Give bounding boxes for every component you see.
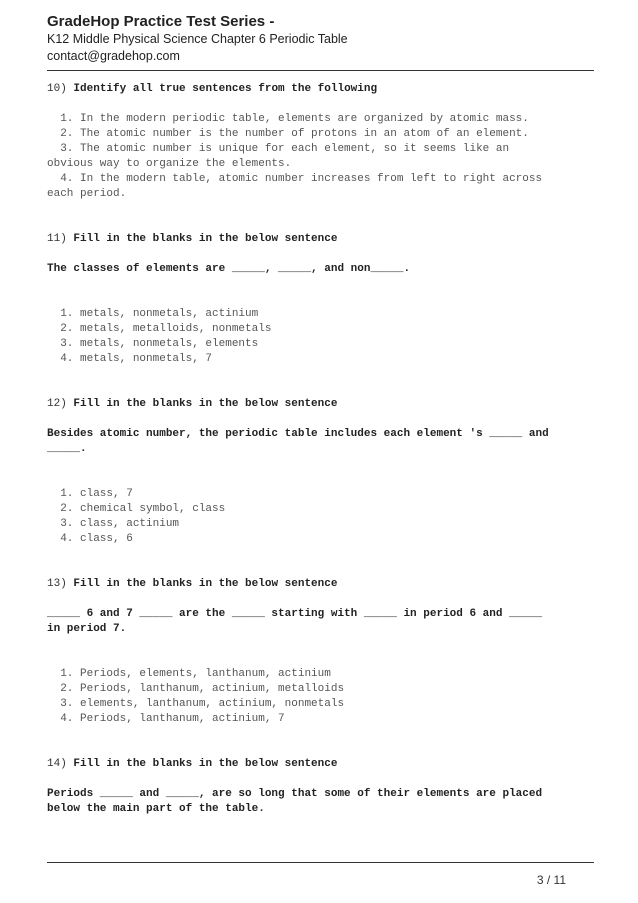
question-title <box>47 397 594 412</box>
page-header <box>47 12 594 65</box>
answer-option: 3. The atomic number is unique for each element, so it seems like an <box>47 143 510 155</box>
question-title <box>47 82 594 97</box>
answer-option: 4. metals, nonmetals, 7 <box>47 353 213 365</box>
question-14 <box>47 757 594 817</box>
header-divider <box>47 70 594 71</box>
question-title <box>47 232 594 247</box>
question-gap <box>47 202 594 232</box>
stem-line: in period 7. <box>47 623 127 635</box>
stem-line: below the main part of the table. <box>47 803 265 815</box>
answer-option: 2. metals, metalloids, nonmetals <box>47 323 272 335</box>
footer-divider <box>47 862 594 863</box>
question-number: 12) <box>47 398 67 410</box>
question-number: 11) <box>47 233 67 245</box>
question-stem <box>47 262 594 277</box>
stem-line: _____ 6 and 7 _____ are the _____ starting with _____ in period 6 and _____ <box>47 608 543 620</box>
answer-option: 1. Periods, elements, lanthanum, actinium <box>47 668 331 680</box>
question-stem <box>47 427 594 457</box>
answer-option: 1. metals, nonmetals, actinium <box>47 308 259 320</box>
spacer <box>47 637 594 667</box>
stem-line: Periods _____ and _____, are so long that some of their elements are placed <box>47 788 543 800</box>
question-11 <box>47 232 594 367</box>
page-number: 3 / 11 <box>536 873 566 887</box>
question-stem <box>47 787 594 817</box>
answer-option: 4. In the modern table, atomic number increases from left to right across <box>47 173 543 185</box>
stem-line: The classes of elements are _____, _____, and non_____. <box>47 263 411 275</box>
question-title <box>47 577 594 592</box>
header-subtitle: K12 Middle Physical Science Chapter 6 Periodic Table <box>47 32 348 46</box>
stem-line: _____. <box>47 443 87 455</box>
question-10 <box>47 82 594 202</box>
question-number: 13) <box>47 578 67 590</box>
answer-option: 4. Periods, lanthanum, actinium, 7 <box>47 713 285 725</box>
question-instruction: Fill in the blanks in the below sentence <box>73 758 338 770</box>
question-13 <box>47 577 594 727</box>
stem-line: Besides atomic number, the periodic table includes each element 's _____ and <box>47 428 549 440</box>
answer-option: 1. class, 7 <box>47 488 133 500</box>
answer-option: 3. elements, lanthanum, actinium, nonmetals <box>47 698 345 710</box>
question-instruction: Fill in the blanks in the below sentence <box>73 578 338 590</box>
question-stem <box>47 607 594 637</box>
questions-container <box>47 82 594 817</box>
question-title <box>47 757 594 772</box>
answer-option: each period. <box>47 188 127 200</box>
spacer <box>47 97 594 112</box>
answer-option: 4. class, 6 <box>47 533 133 545</box>
answer-option: 3. metals, nonmetals, elements <box>47 338 259 350</box>
question-instruction: Fill in the blanks in the below sentence <box>73 398 338 410</box>
answer-option: 2. Periods, lanthanum, actinium, metalloids <box>47 683 345 695</box>
question-gap <box>47 547 594 577</box>
answer-option: 2. The atomic number is the number of protons in an atom of an element. <box>47 128 529 140</box>
question-instruction: Identify all true sentences from the following <box>73 83 378 95</box>
answer-options <box>47 667 594 727</box>
answer-options <box>47 307 594 367</box>
header-title: GradeHop Practice Test Series - <box>47 13 275 30</box>
spacer <box>47 277 594 307</box>
answer-option: 2. chemical symbol, class <box>47 503 226 515</box>
answer-option: obvious way to organize the elements. <box>47 158 292 170</box>
answer-options <box>47 112 594 202</box>
question-gap <box>47 367 594 397</box>
answer-options <box>47 487 594 547</box>
question-number: 10) <box>47 83 67 95</box>
answer-option: 3. class, actinium <box>47 518 180 530</box>
spacer <box>47 457 594 487</box>
question-number: 14) <box>47 758 67 770</box>
question-gap <box>47 727 594 757</box>
question-12 <box>47 397 594 547</box>
answer-option: 1. In the modern periodic table, elements are organized by atomic mass. <box>47 113 529 125</box>
question-instruction: Fill in the blanks in the below sentence <box>73 233 338 245</box>
header-contact: contact@gradehop.com <box>47 49 180 63</box>
